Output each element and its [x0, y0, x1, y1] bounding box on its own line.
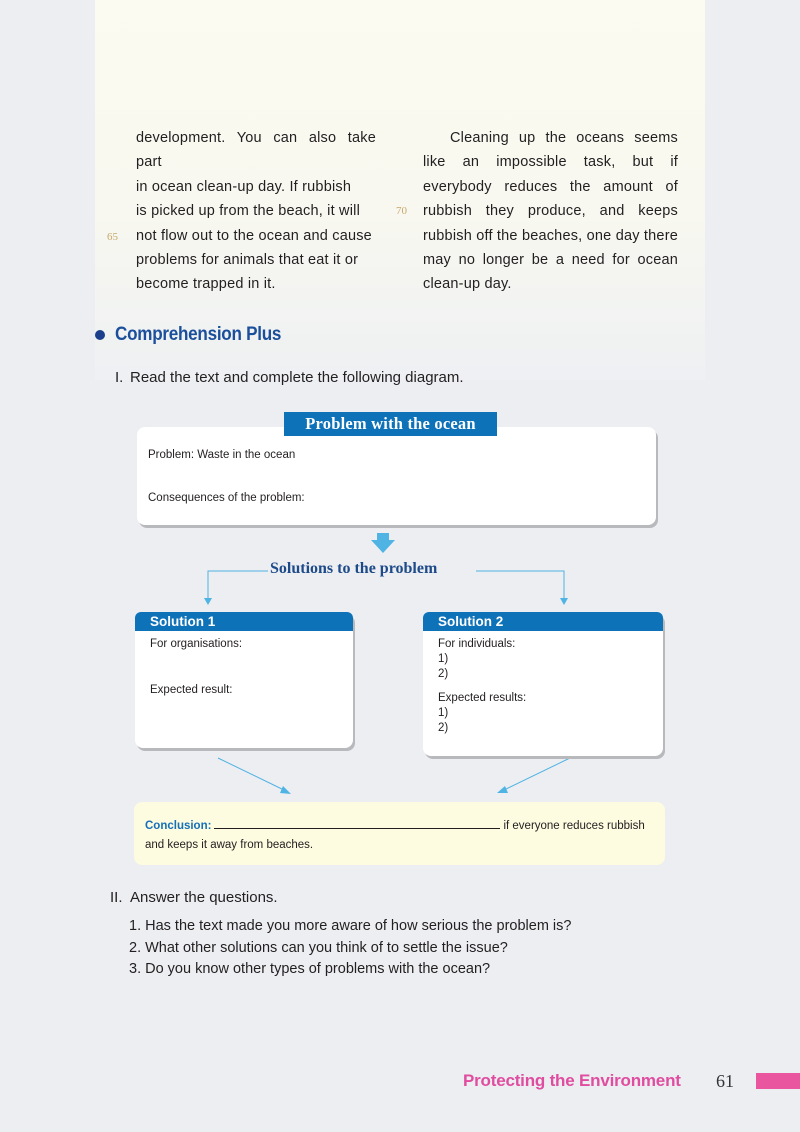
conclusion-blank[interactable]: [214, 817, 500, 829]
line-number: 65: [107, 231, 118, 243]
section-heading-text: Comprehension Plus: [115, 324, 282, 345]
connector-line: [218, 758, 286, 791]
question-list: [129, 916, 571, 981]
down-arrow-icon: [371, 533, 395, 553]
solution-2-item: 2): [438, 668, 449, 680]
consequences-label: Consequences of the problem:: [148, 492, 305, 504]
reading-line: problems for animals that eat it or: [136, 252, 359, 269]
arrow-head-icon: [280, 786, 291, 794]
reading-right-column: Cleaning up the oceans seems like an impossible task, but if everybody reduces the amount of rubbish they produce, and keeps rubbish off the beaches, one day there may no longer be a need for ocean clean-up day.: [423, 130, 678, 293]
solution-2-item: 1): [438, 653, 449, 665]
task-instruction: Answer the questions.: [130, 889, 278, 906]
solution-1-box: [135, 612, 353, 748]
reading-line: is picked up from the beach, it will: [136, 203, 360, 220]
reading-line: development. You can also take part: [136, 130, 376, 171]
page-number: 61: [716, 1071, 734, 1091]
arrow-head-icon: [204, 598, 212, 605]
conclusion-text: if everyone reduces rubbish: [503, 820, 645, 832]
conclusion-label: Conclusion:: [145, 820, 212, 832]
reading-line: in ocean clean-up day. If rubbish: [136, 178, 352, 195]
conclusion-line-2: and keeps it away from beaches.: [145, 839, 314, 851]
reading-line: become trapped in it.: [136, 276, 276, 293]
connector-line: [476, 571, 564, 600]
solution-2-for: For individuals:: [438, 638, 516, 650]
solution-2-results: Expected results:: [438, 692, 527, 704]
connector-line: [208, 571, 268, 600]
solution-1-for: For organisations:: [150, 638, 243, 650]
arrow-head-icon: [560, 598, 568, 605]
solution-2-header: Solution 2: [423, 612, 663, 631]
question-item: 2. What other solutions can you think of to settle the issue?: [129, 939, 508, 956]
line-number: 70: [396, 205, 407, 217]
diagram-title: Problem with the ocean: [284, 412, 497, 436]
solution-2-result-item: 2): [438, 722, 449, 734]
solution-2-result-item: 1): [438, 707, 449, 719]
solution-1-result: Expected result:: [150, 684, 233, 696]
question-item: 1. Has the text made you more aware of how serious the problem is?: [129, 918, 572, 934]
conclusion-line-1: [145, 817, 645, 832]
connector-line: [502, 758, 570, 791]
footer-accent-bar: [756, 1073, 800, 1089]
problem-label: Problem: Waste in the ocean: [148, 449, 296, 461]
task-number: I.: [115, 369, 124, 386]
task-number: II.: [110, 889, 123, 906]
solution-2-box: [423, 612, 663, 756]
task-2: [110, 889, 278, 906]
task-instruction: Read the text and complete the following diagram.: [130, 369, 464, 386]
conclusion-box: [134, 802, 665, 865]
question-item: 3. Do you know other types of problems with the ocean?: [129, 961, 491, 977]
solutions-title: Solutions to the problem: [270, 560, 438, 577]
solution-1-header: Solution 1: [135, 612, 353, 631]
footer-title: Protecting the Environment: [463, 1071, 681, 1090]
reading-line: not flow out to the ocean and cause: [136, 227, 372, 244]
arrow-head-icon: [497, 786, 508, 793]
